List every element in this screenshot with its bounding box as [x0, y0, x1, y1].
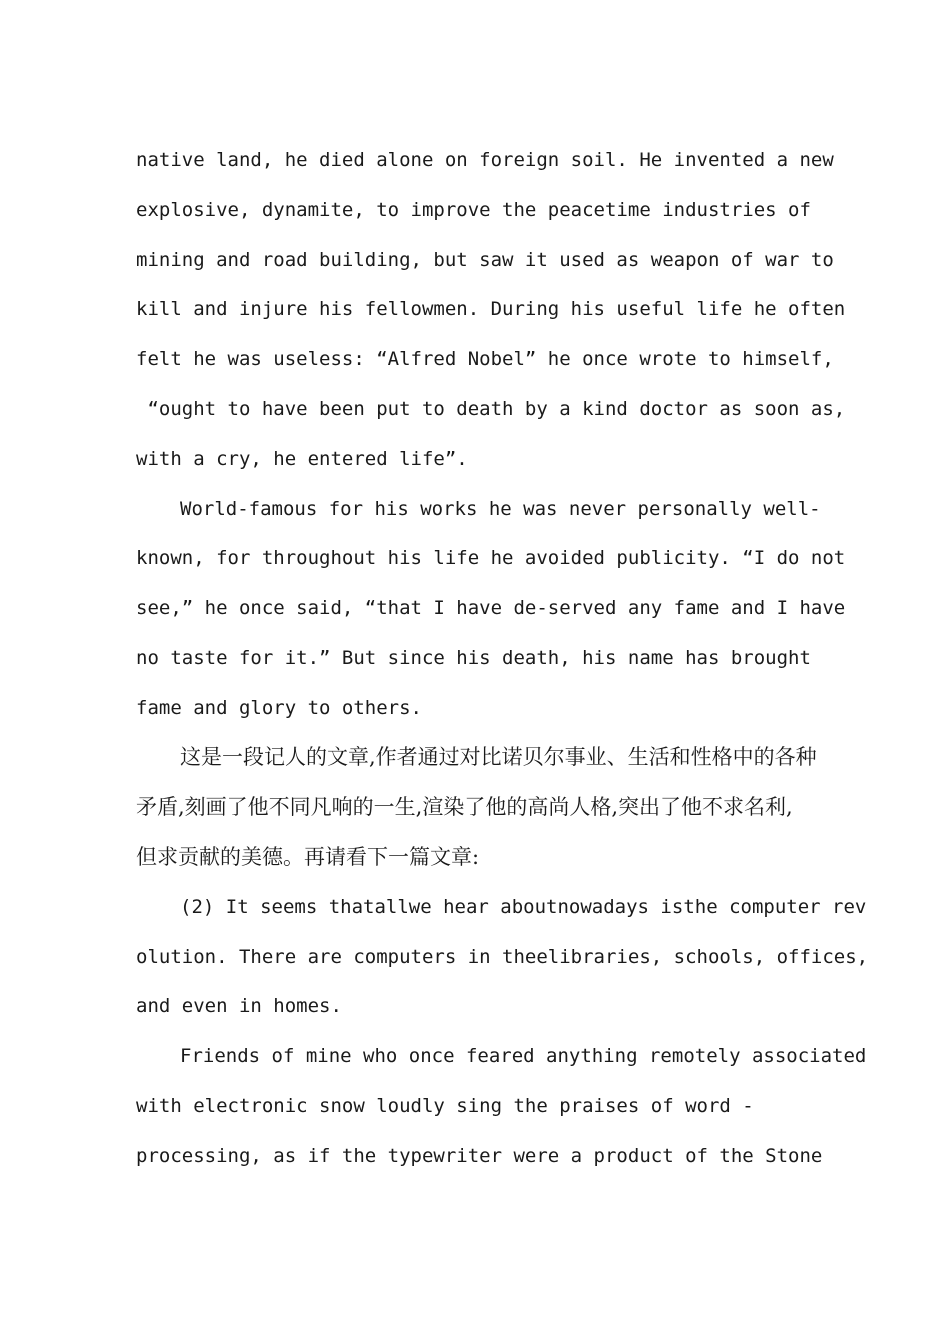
text-line: olution. There are computers in theelibraries, schools, offices, — [136, 946, 869, 968]
text-line: 矛盾,刻画了他不同凡响的一生,渲染了他的高尚人格,突出了他不求名利, — [136, 795, 793, 819]
text-line: kill and injure his fellowmen. During his useful life he often — [136, 298, 846, 320]
paragraph-first-line: (2) It seems thatallwe hear aboutnowadays isthe computer rev — [180, 896, 867, 918]
text-line: see,” he once said, “that I have de-served any fame and I have — [136, 597, 846, 619]
text-line: “ought to have been put to death by a kind doctor as soon as, — [136, 398, 846, 420]
text-line: explosive, dynamite, to improve the peacetime industries of — [136, 199, 811, 221]
text-line: processing, as if the typewriter were a product of the Stone — [136, 1145, 823, 1167]
text-line: mining and road building, but saw it used as weapon of war to — [136, 249, 834, 271]
text-line: known, for throughout his life he avoided publicity. “I do not — [136, 547, 846, 569]
text-line: with electronic snow loudly sing the praises of word - — [136, 1095, 754, 1117]
paragraph-first-line: 这是一段记人的文章,作者通过对比诺贝尔事业、生活和性格中的各种 — [180, 745, 817, 769]
text-line: felt he was useless: “Alfred Nobel” he once wrote to himself, — [136, 348, 834, 370]
text-line: 但求贡献的美德。再请看下一篇文章: — [136, 845, 480, 869]
text-line: and even in homes. — [136, 995, 342, 1017]
paragraph-first-line: World-famous for his works he was never personally well- — [180, 498, 821, 520]
paragraph-first-line: Friends of mine who once feared anything remotely associated — [180, 1045, 867, 1067]
text-line: no taste for it.” But since his death, his name has brought — [136, 647, 811, 669]
text-line: fame and glory to others. — [136, 697, 422, 719]
text-line: with a cry, he entered life”. — [136, 448, 468, 470]
text-line: native land, he died alone on foreign soil. He invented a new — [136, 149, 834, 171]
